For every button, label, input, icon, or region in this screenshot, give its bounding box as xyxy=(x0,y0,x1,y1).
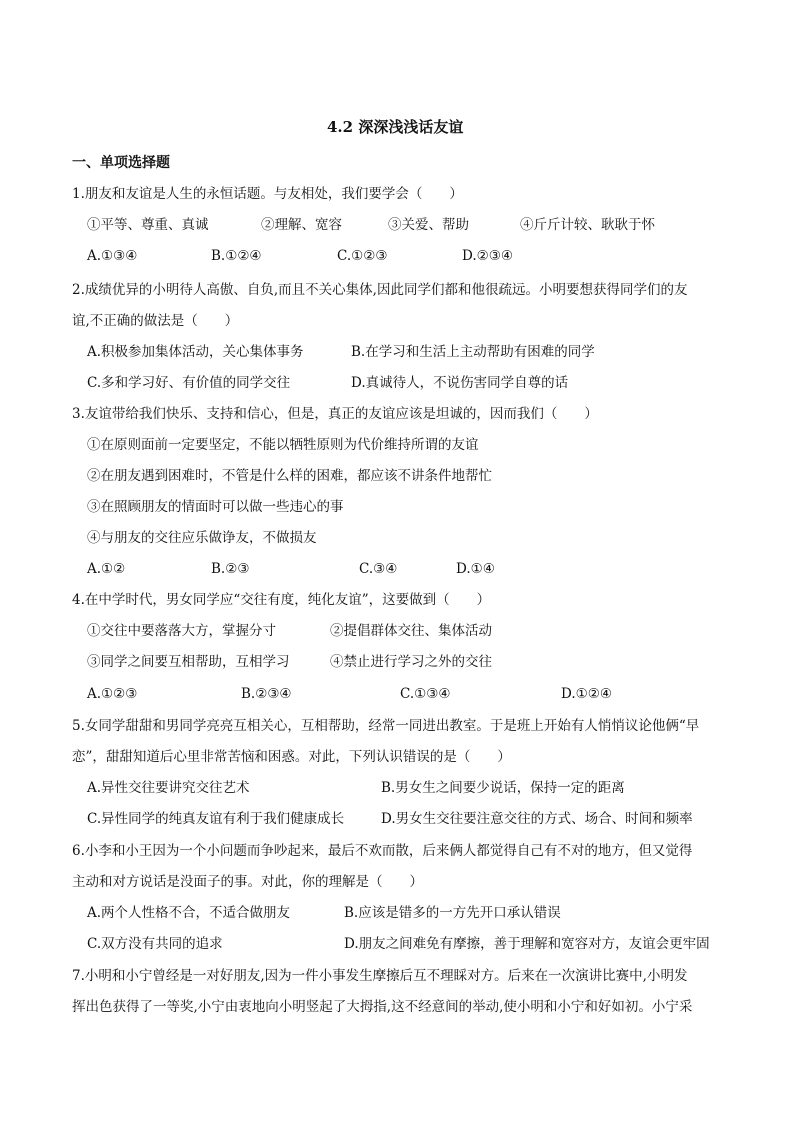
answer-option: B.①②④ xyxy=(211,248,262,264)
page-title: 4.2 深深浅浅话友谊 xyxy=(327,118,464,136)
question-text-line: 5.女同学甜甜和男同学亮亮互相关心，互相帮助，经常一同进出教室。于是班上开始有人悄悄议论他俩“早 xyxy=(72,718,700,734)
question-text-line: 主动和对方说话是没面子的事。对此，你的理解是（ ） xyxy=(72,874,423,890)
answer-option: ②提倡群体交往、集体活动 xyxy=(330,623,492,639)
question-text-line: 4.在中学时代，男女同学应“交往有度，纯化友谊”，这要做到（ ） xyxy=(72,592,491,608)
answer-option: A.①②③ xyxy=(87,686,138,702)
answer-option: A.异性交往要讲究交往艺术 xyxy=(87,780,250,796)
answer-option: C.③④ xyxy=(359,561,398,577)
answer-option: A.积极参加集体活动，关心集体事务 xyxy=(87,344,304,360)
question-text-line: 7.小明和小宁曾经是一对好朋友,因为一件小事发生摩擦后互不理睬对方。后来在一次演讲比赛中,小明发 xyxy=(72,968,688,984)
answer-option: C.异性同学的纯真友谊有利于我们健康成长 xyxy=(87,811,345,827)
question-text-line: ③在照顾朋友的情面时可以做一些违心的事 xyxy=(87,499,344,515)
answer-option: B.在学习和生活上主动帮助有困难的同学 xyxy=(351,344,595,360)
answer-option: ③同学之间要互相帮助，互相学习 xyxy=(87,654,290,670)
answer-option: B.②③④ xyxy=(241,686,292,702)
question-text-line: 3.友谊带给我们快乐、支持和信心，但是，真正的友谊应该是坦诚的，因而我们（ ） xyxy=(72,406,598,422)
answer-option: D.①④ xyxy=(456,561,495,577)
answer-option: ①交往中要落落大方，掌握分寸 xyxy=(87,623,276,639)
question-text-line: 谊,不正确的做法是（ ） xyxy=(72,313,239,329)
answer-option: C.多和学习好、有价值的同学交往 xyxy=(87,375,291,391)
answer-option: D.②③④ xyxy=(462,248,513,264)
answer-option: A.①③④ xyxy=(87,248,138,264)
question-text-line: 恋”，甜甜知道后心里非常苦恼和困惑。对此，下列认识错误的是（ ） xyxy=(72,749,511,765)
answer-option: B.应该是错多的一方先开口承认错误 xyxy=(344,905,561,921)
answer-option: ①平等、尊重、真诚 xyxy=(87,217,209,233)
answer-option: ④斤斤计较、耿耿于怀 xyxy=(520,217,655,233)
answer-option: D.真诚待人，不说伤害同学自尊的话 xyxy=(351,375,569,391)
question-text-line: ②在朋友遇到困难时，不管是什么样的困难，都应该不讲条件地帮忙 xyxy=(87,468,492,484)
question-text-line: 挥出色获得了一等奖,小宁由衷地向小明竖起了大拇指,这不经意间的举动,使小明和小宁和好如初。小宁采 xyxy=(72,999,693,1015)
question-text-line: 1.朋友和友谊是人生的永恒话题。与友相处，我们要学会（ ） xyxy=(72,186,463,202)
question-text-line: ④与朋友的交往应乐做诤友，不做损友 xyxy=(87,530,317,546)
answer-option: ③关爱、帮助 xyxy=(388,217,469,233)
answer-option: D.男女生交往要注意交往的方式、场合、时间和频率 xyxy=(381,811,693,827)
answer-option: A.①② xyxy=(87,561,126,577)
answer-option: C.双方没有共同的追求 xyxy=(87,936,223,952)
question-text-line: 2.成绩优异的小明待人高傲、自负,而且不关心集体,因此同学们都和他很疏远。小明要想获得同学们的友 xyxy=(72,282,688,298)
answer-option: ②理解、宽容 xyxy=(261,217,342,233)
answer-option: B.男女生之间要少说话，保持一定的距离 xyxy=(381,780,625,796)
answer-option: C.①③④ xyxy=(400,686,451,702)
answer-option: D.①②④ xyxy=(561,686,612,702)
answer-option: C.①②③ xyxy=(337,248,388,264)
answer-option: ④禁止进行学习之外的交往 xyxy=(330,654,492,670)
answer-option: B.②③ xyxy=(211,561,250,577)
section-heading: 一、单项选择题 xyxy=(72,155,170,171)
answer-option: A.两个人性格不合，不适合做朋友 xyxy=(87,905,291,921)
question-text-line: 6.小李和小王因为一个小问题而争吵起来，最后不欢而散，后来俩人都觉得自己有不对的地方，但又觉得 xyxy=(72,843,693,859)
answer-option: D.朋友之间难免有摩擦，善于理解和宽容对方，友谊会更牢固 xyxy=(344,936,710,952)
question-text-line: ①在原则面前一定要坚定，不能以牺牲原则为代价维持所谓的友谊 xyxy=(87,437,479,453)
